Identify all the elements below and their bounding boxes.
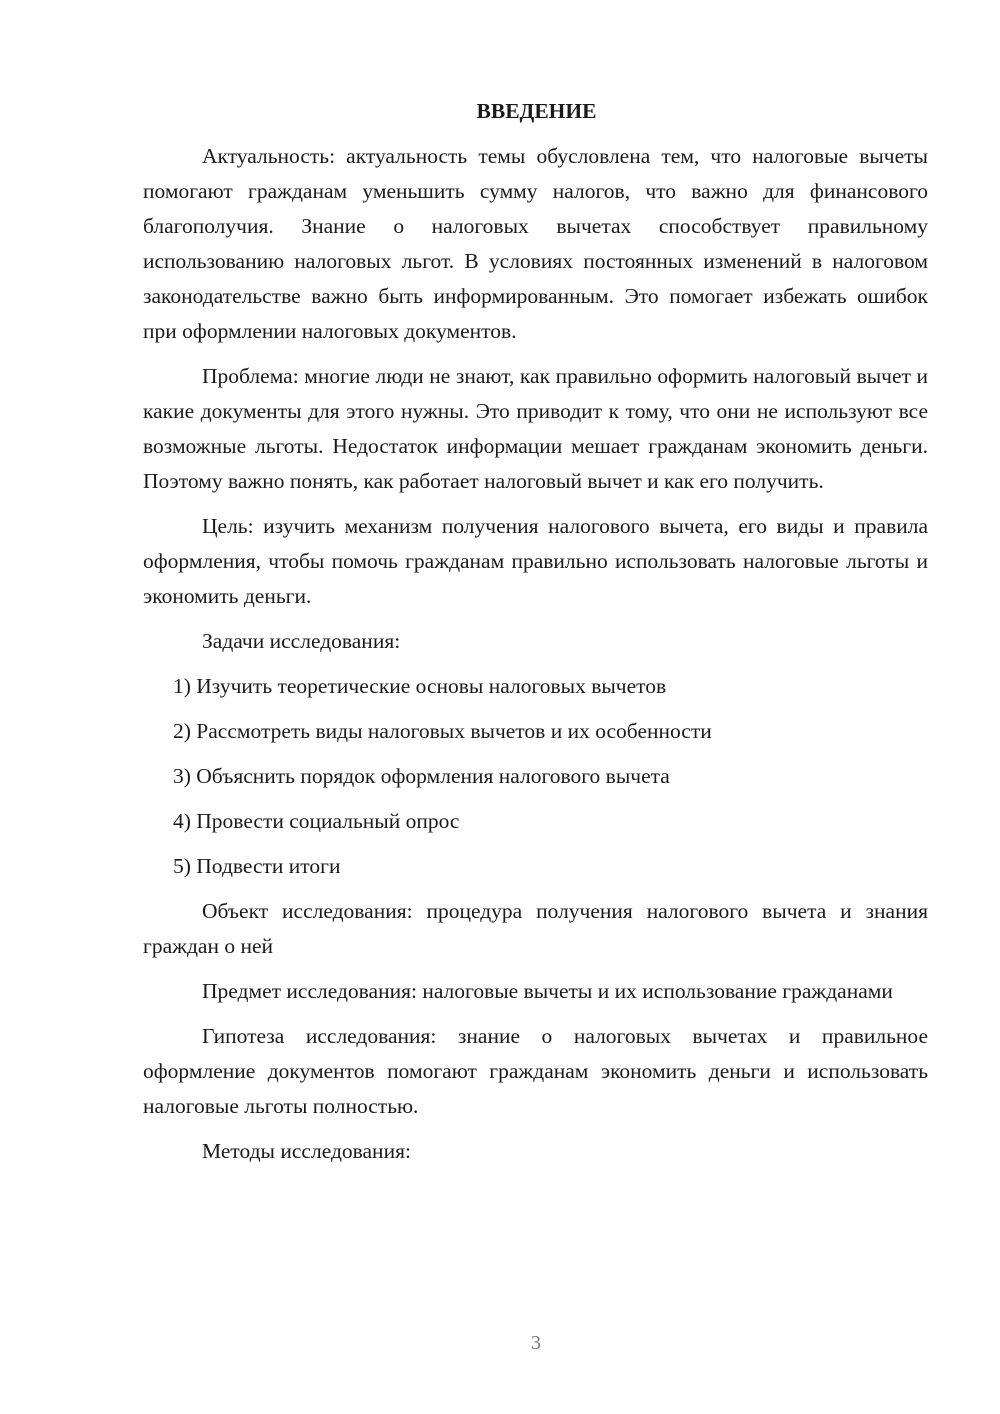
paragraph-problem: Проблема: многие люди не знают, как правильно оформить налоговый вычет и какие документы для этого нужны. Это приводит к тому, что они не используют все возможные льготы. Недостаток информации мешает гражданам экономить деньги. Поэтому важно понять, как работает налоговый вычет и как его получить. [143,364,928,493]
paragraph-hypothesis: Гипотеза исследования: знание о налоговых вычетах и правильное оформление документов помогают гражданам экономить деньги и использовать налоговые льготы полностью. [143,1024,928,1118]
methods-heading: Методы исследования: [202,1139,411,1163]
paragraph-goal: Цель: изучить механизм получения налогового вычета, его виды и правила оформления, чтобы помочь гражданам правильно использовать налоговые льготы и экономить деньги. [143,514,928,608]
task-item: 2) Рассмотреть виды налоговых вычетов и их особенности [173,719,712,743]
tasks-heading: Задачи исследования: [202,629,401,653]
task-item: 4) Провести социальный опрос [173,809,460,833]
tasks-list [143,669,928,884]
paragraph-relevance: Актуальность: актуальность темы обусловлена тем, что налоговые вычеты помогают гражданам уменьшить сумму налогов, что важно для финансового благополучия. Знание о налоговых вычетах способствует правильному использованию налоговых льгот. В условиях постоянных изменений в налоговом законодательстве важно быть информированным. Это помогает избежать ошибок при оформлении налоговых документов. [143,144,928,343]
task-item: 5) Подвести итоги [173,854,341,878]
task-item: 1) Изучить теоретические основы налоговых вычетов [173,674,667,698]
paragraph-object: Объект исследования: процедура получения налогового вычета и знания граждан о ней [143,899,928,958]
document-page [143,96,928,1179]
paragraph-subject: Предмет исследования: налоговые вычеты и их использование гражданами [202,979,893,1003]
page-number: 3 [531,1332,541,1354]
task-item: 3) Объяснить порядок оформления налогового вычета [173,764,670,788]
section-title: ВВЕДЕНИЕ [476,99,597,123]
